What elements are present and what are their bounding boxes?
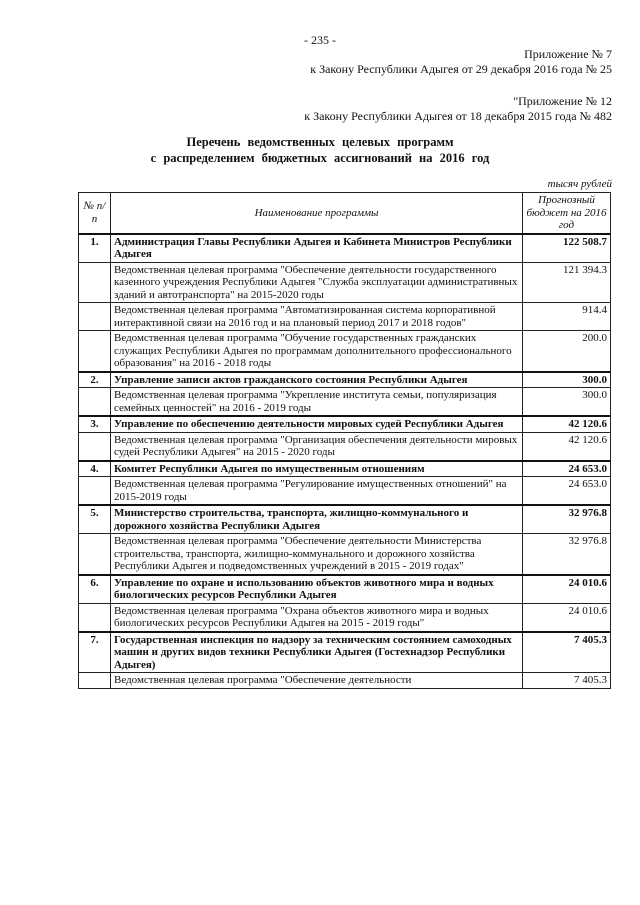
row-number [79, 673, 111, 689]
budget-amount: 122 508.7 [523, 234, 611, 263]
agency-name: Комитет Республики Адыгея по имущественным отношениям [111, 461, 523, 477]
header-budget: Прогнозный бюджет на 2016 год [523, 193, 611, 234]
program-name: Ведомственная целевая программа "Обеспечение деятельности государственного казенного учреждения Республики Адыгея "Служба эксплуатации административных зданий и автотранспорта" на 2015-2020 годы [111, 262, 523, 303]
row-number [79, 331, 111, 372]
budget-amount: 7 405.3 [523, 632, 611, 673]
appendix-original-line2: к Закону Республики Адыгея от 18 декабря 2015 года № 482 [304, 109, 612, 123]
program-name: Ведомственная целевая программа "Автоматизированная система корпоративной интерактивной связи на 2016 год и на плановый период 2017 и 2018 годов" [111, 303, 523, 331]
budget-amount: 300.0 [523, 372, 611, 388]
table-header-row [79, 193, 611, 234]
budget-amount: 42 120.6 [523, 432, 611, 461]
programs-table [78, 192, 611, 689]
row-number: 7. [79, 632, 111, 673]
row-number: 3. [79, 416, 111, 432]
budget-amount: 7 405.3 [523, 673, 611, 689]
budget-amount: 24 653.0 [523, 461, 611, 477]
budget-amount: 32 976.8 [523, 505, 611, 534]
program-name: Ведомственная целевая программа "Укрепление института семьи, популяризация семейных ценностей" на 2016 - 2019 годы [111, 388, 523, 417]
budget-amount: 24 653.0 [523, 477, 611, 506]
appendix-current-line1: Приложение № 7 [524, 47, 612, 61]
agency-name: Министерство строительства, транспорта, жилищно-коммунального и дорожного хозяйства Республики Адыгея [111, 505, 523, 534]
title-line2: с распределением бюджетных ассигнований на 2016 год [150, 151, 490, 165]
row-number [79, 432, 111, 461]
agency-name: Управление по охране и использованию объектов животного мира и водных биологических ресурсов Республики Адыгея [111, 575, 523, 604]
program-row [79, 388, 611, 417]
row-number: 6. [79, 575, 111, 604]
appendix-original-line1: "Приложение № 12 [513, 94, 612, 108]
budget-amount: 24 010.6 [523, 575, 611, 604]
row-number: 2. [79, 372, 111, 388]
budget-amount: 200.0 [523, 331, 611, 372]
row-number [79, 477, 111, 506]
document-title [0, 134, 640, 166]
header-number: № п/п [79, 193, 111, 234]
program-row [79, 331, 611, 372]
agency-row [79, 632, 611, 673]
budget-amount: 914.4 [523, 303, 611, 331]
row-number: 1. [79, 234, 111, 263]
row-number [79, 388, 111, 417]
program-row [79, 262, 611, 303]
agency-row [79, 416, 611, 432]
program-name: Ведомственная целевая программа "Обеспечение деятельности Министерства строительства, транспорта, жилищно-коммунального и дорожного хозяйства Республики Адыгея и подведомственных учреждений в 2015 - 2019 годах" [111, 534, 523, 575]
agency-name: Управление по обеспечению деятельности мировых судей Республики Адыгея [111, 416, 523, 432]
agency-name: Управление записи актов гражданского состояния Республики Адыгея [111, 372, 523, 388]
program-name: Ведомственная целевая программа "Регулирование имущественных отношений" на 2015-2019 годы [111, 477, 523, 506]
table-body [79, 234, 611, 689]
row-number [79, 603, 111, 632]
program-name: Ведомственная целевая программа "Охрана объектов животного мира и водных биологических ресурсов Республики Адыгея на 2015 - 2019 годы" [111, 603, 523, 632]
agency-row [79, 234, 611, 263]
agency-name: Администрация Главы Республики Адыгея и Кабинета Министров Республики Адыгея [111, 234, 523, 263]
program-name: Ведомственная целевая программа "Обеспечение деятельности [111, 673, 523, 689]
row-number: 5. [79, 505, 111, 534]
budget-amount: 300.0 [523, 388, 611, 417]
agency-row [79, 505, 611, 534]
program-row [79, 432, 611, 461]
page-number: - 235 - [304, 33, 336, 47]
budget-amount: 121 394.3 [523, 262, 611, 303]
program-row [79, 603, 611, 632]
program-row [79, 673, 611, 689]
program-row [79, 534, 611, 575]
row-number [79, 262, 111, 303]
agency-row [79, 575, 611, 604]
program-row [79, 477, 611, 506]
row-number [79, 303, 111, 331]
budget-amount: 24 010.6 [523, 603, 611, 632]
program-name: Ведомственная целевая программа "Организация обеспечения деятельности мировых судей Республики Адыгея" на 2015 - 2020 годы [111, 432, 523, 461]
program-row [79, 303, 611, 331]
title-line1: Перечень ведомственных целевых программ [186, 135, 454, 149]
appendix-current [310, 47, 612, 77]
agency-name: Государственная инспекция по надзору за техническим состоянием самоходных машин и других видов техники Республики Адыгея (Гостехнадзор Республики Адыгея) [111, 632, 523, 673]
agency-row [79, 372, 611, 388]
appendix-current-line2: к Закону Республики Адыгея от 29 декабря 2016 года № 25 [310, 62, 612, 76]
header-program-name: Наименование программы [111, 193, 523, 234]
units-label: тысяч рублей [547, 178, 612, 190]
appendix-original [304, 94, 612, 124]
row-number: 4. [79, 461, 111, 477]
program-name: Ведомственная целевая программа "Обучение государственных гражданских служащих Республики Адыгея по программам дополнительного профессионального образования" на 2016 - 2018 годы [111, 331, 523, 372]
row-number [79, 534, 111, 575]
agency-row [79, 461, 611, 477]
budget-amount: 32 976.8 [523, 534, 611, 575]
budget-amount: 42 120.6 [523, 416, 611, 432]
